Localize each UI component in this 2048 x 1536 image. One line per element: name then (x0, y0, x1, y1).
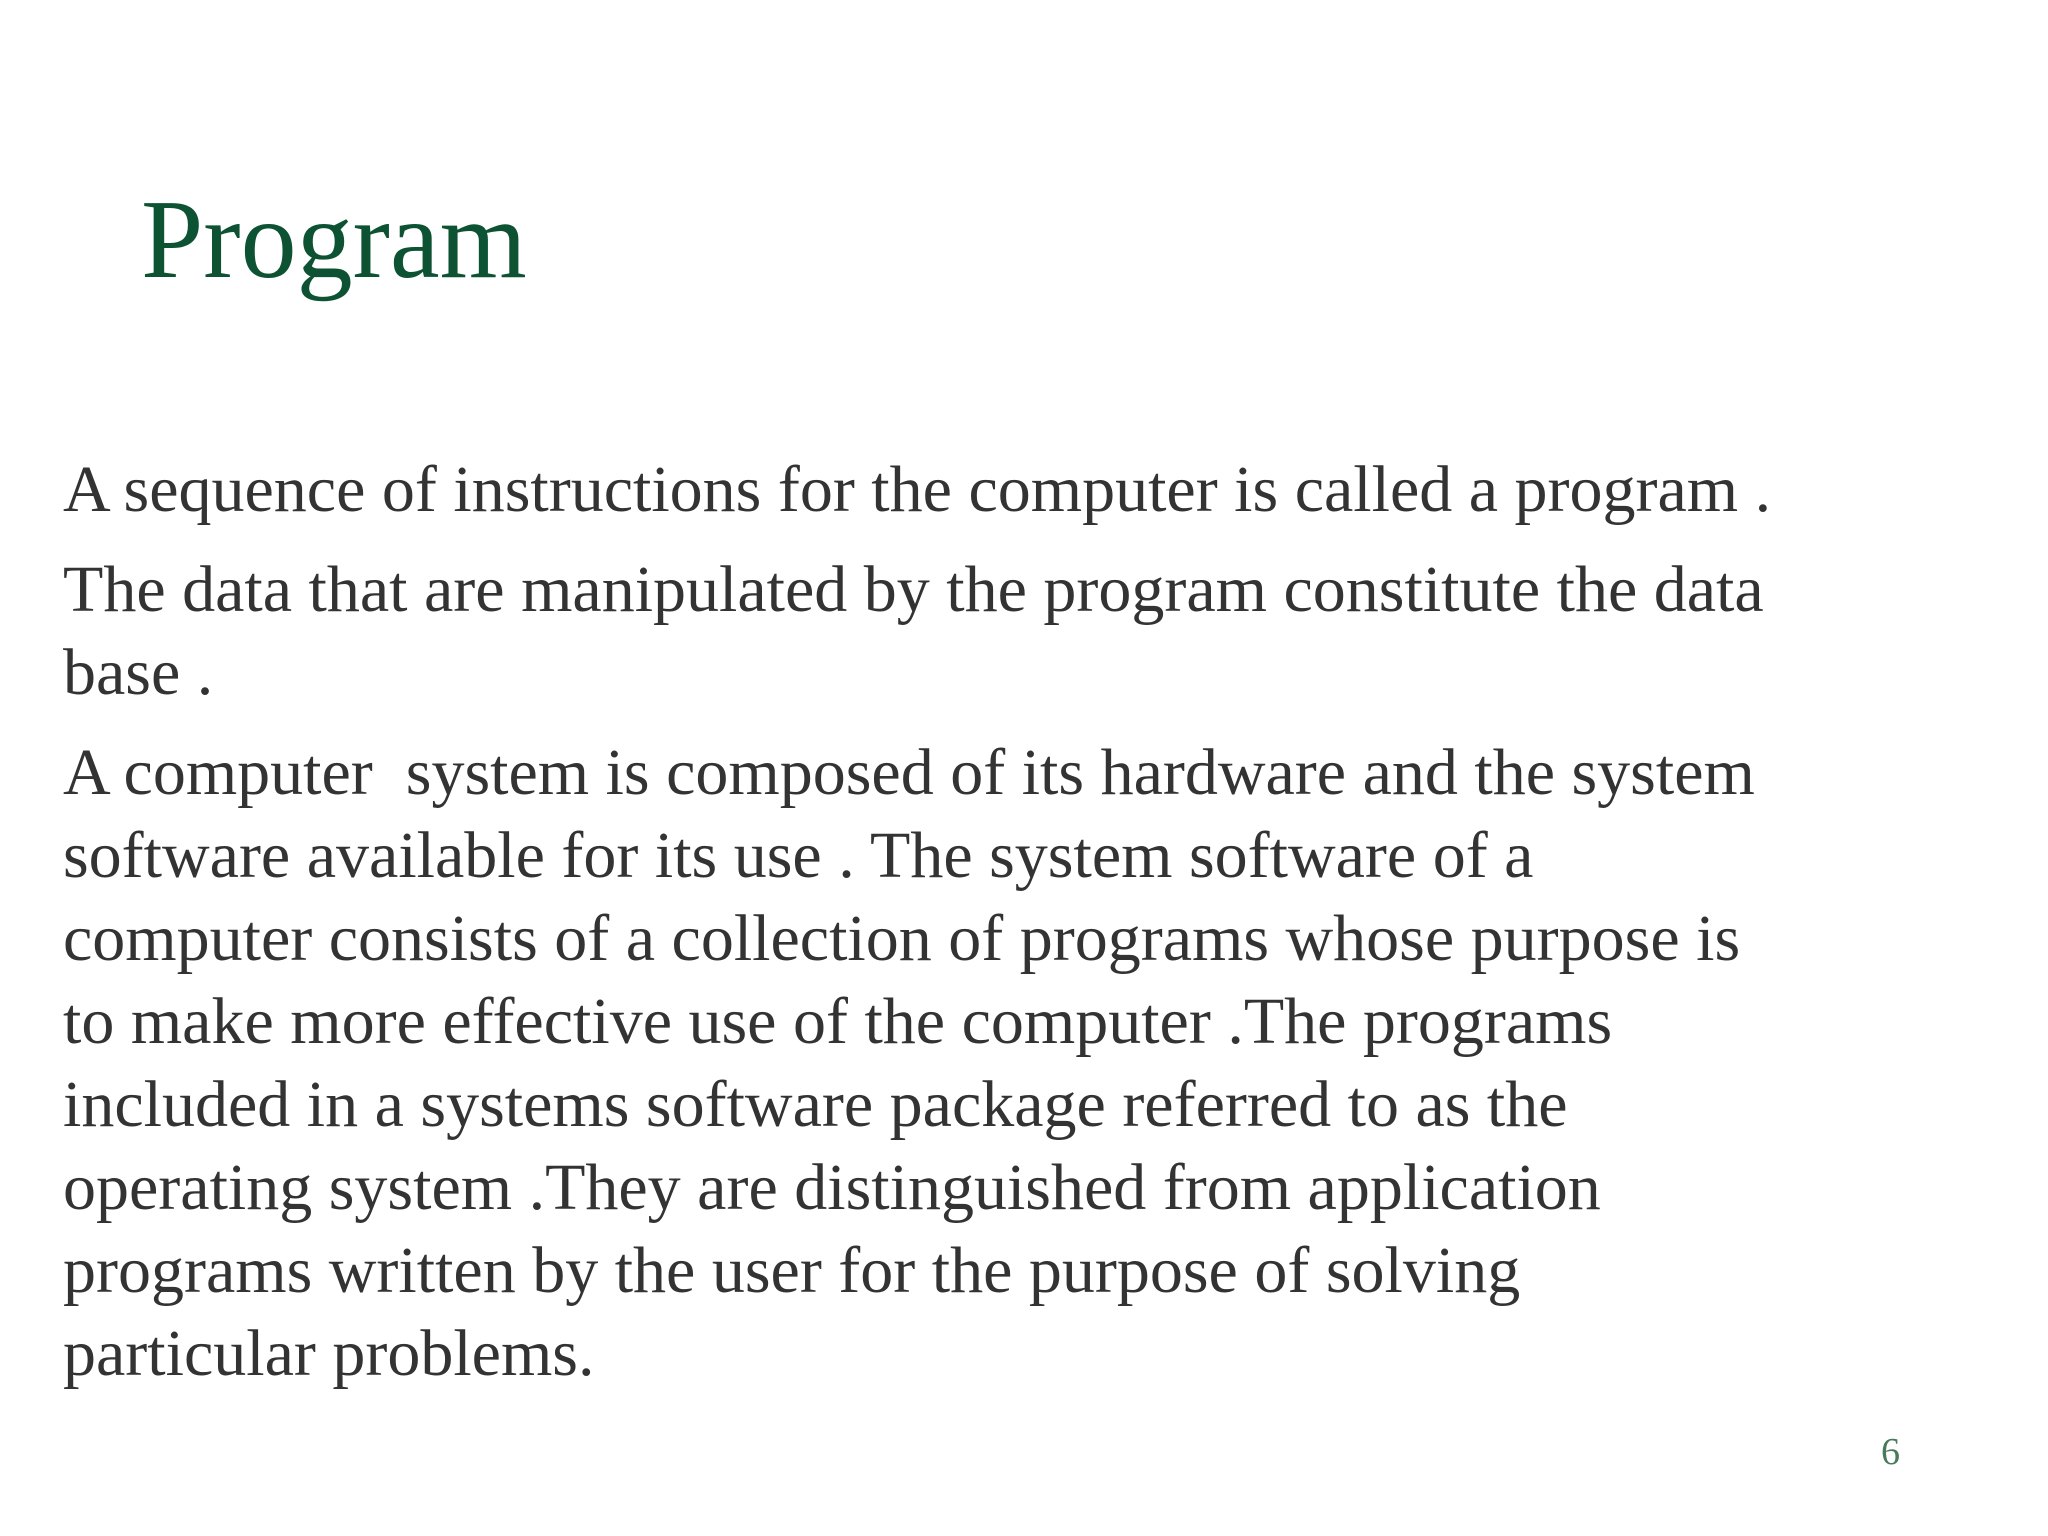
text-line: A computer system is composed of its hardware and the system (63, 736, 1755, 809)
paragraph-computer-system (63, 731, 1963, 1395)
text-line: base . (63, 636, 214, 709)
slide-title: Program (141, 178, 527, 302)
paragraph-data-base (63, 548, 1963, 714)
slide-body (63, 448, 1963, 1412)
text-line: included in a systems software package referred to as the (63, 1068, 1568, 1141)
text-line: operating system .They are distinguished from application (63, 1151, 1601, 1224)
text-line: to make more effective use of the computer .The programs (63, 985, 1613, 1058)
page-number: 6 (1881, 1431, 1900, 1473)
text-line: programs written by the user for the purpose of solving (63, 1234, 1521, 1307)
paragraph-program-definition (63, 448, 1963, 531)
text-line: The data that are manipulated by the program constitute the data (63, 553, 1764, 626)
text-line: particular problems. (63, 1317, 595, 1390)
text-line: software available for its use . The system software of a (63, 819, 1534, 892)
text-line: A sequence of instructions for the computer is called a program . (63, 453, 1772, 526)
text-line: computer consists of a collection of programs whose purpose is (63, 902, 1741, 975)
